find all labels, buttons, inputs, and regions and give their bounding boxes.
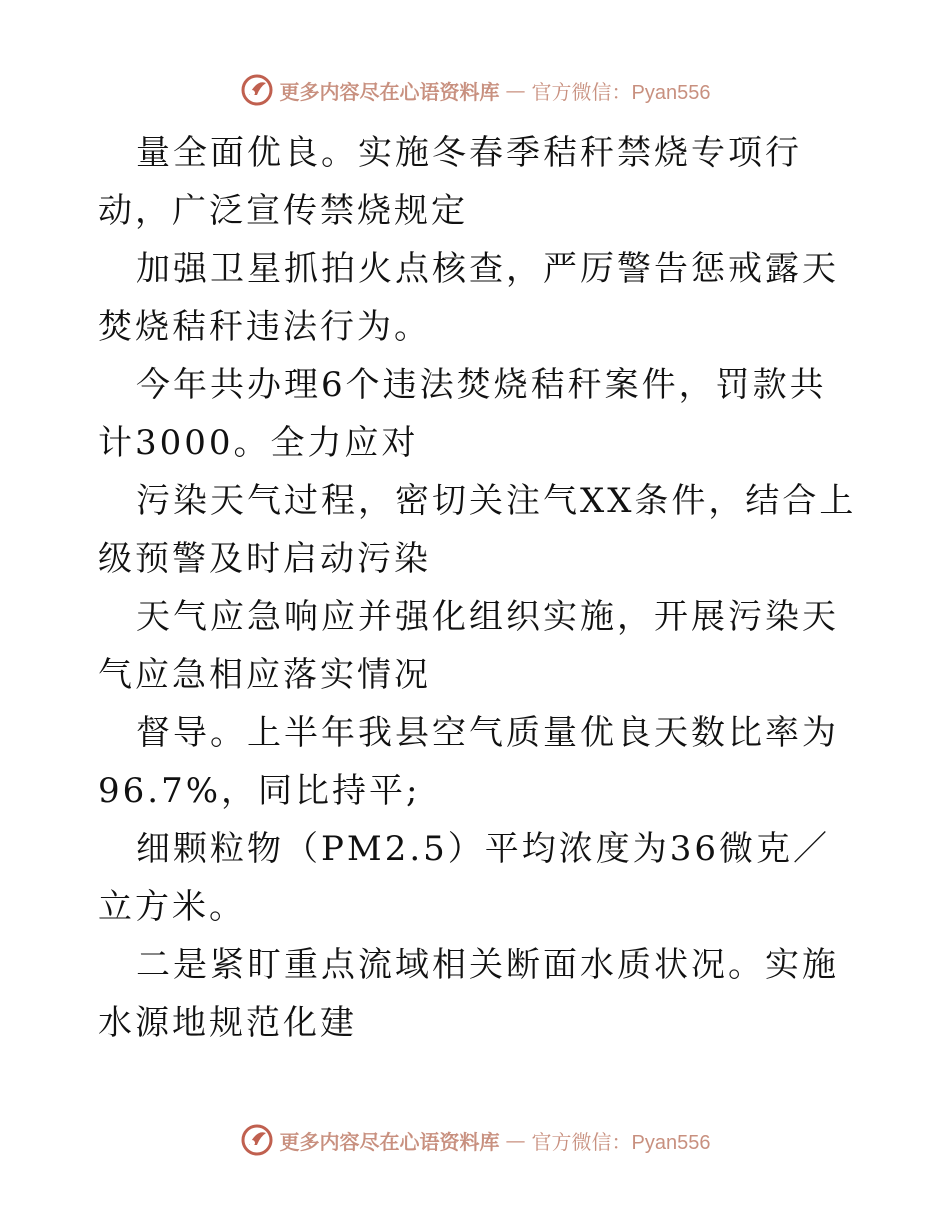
paragraph: 今年共办理6个违法焚烧秸秆案件，罚款共计3000。全力应对 <box>98 365 827 463</box>
logo-icon <box>240 73 274 107</box>
watermark-separator: — <box>505 78 526 102</box>
paragraph: 量全面优良。实施冬春季秸秆禁烧专项行动，广泛宣传禁烧规定 <box>98 133 802 231</box>
header-watermark <box>0 70 950 110</box>
watermark-brand: 更多内容尽在心语资料库 <box>279 1129 500 1154</box>
paragraph: 二是紧盯重点流域相关断面水质状况。实施水源地规范化建 <box>98 945 839 1043</box>
document-body <box>98 124 858 1052</box>
watermark-contact: 官方微信：Pyan556 <box>531 1131 711 1154</box>
logo-icon <box>240 1123 274 1157</box>
paragraph: 细颗粒物（PM2.5）平均浓度为36微克／立方米。 <box>98 829 831 927</box>
footer-watermark <box>0 1120 950 1160</box>
paragraph: 加强卫星抓拍火点核查，严厉警告惩戒露天焚烧秸秆违法行为。 <box>98 249 839 347</box>
paragraph: 督导。上半年我县空气质量优良天数比率为96.7%，同比持平; <box>98 713 839 811</box>
watermark-brand: 更多内容尽在心语资料库 <box>279 79 500 104</box>
watermark-contact: 官方微信：Pyan556 <box>531 81 711 104</box>
paragraph: 污染天气过程，密切关注气XX条件，结合上级预警及时启动污染 <box>98 481 857 579</box>
watermark-separator: — <box>505 1128 526 1152</box>
paragraph: 天气应急响应并强化组织实施，开展污染天气应急相应落实情况 <box>98 597 839 695</box>
